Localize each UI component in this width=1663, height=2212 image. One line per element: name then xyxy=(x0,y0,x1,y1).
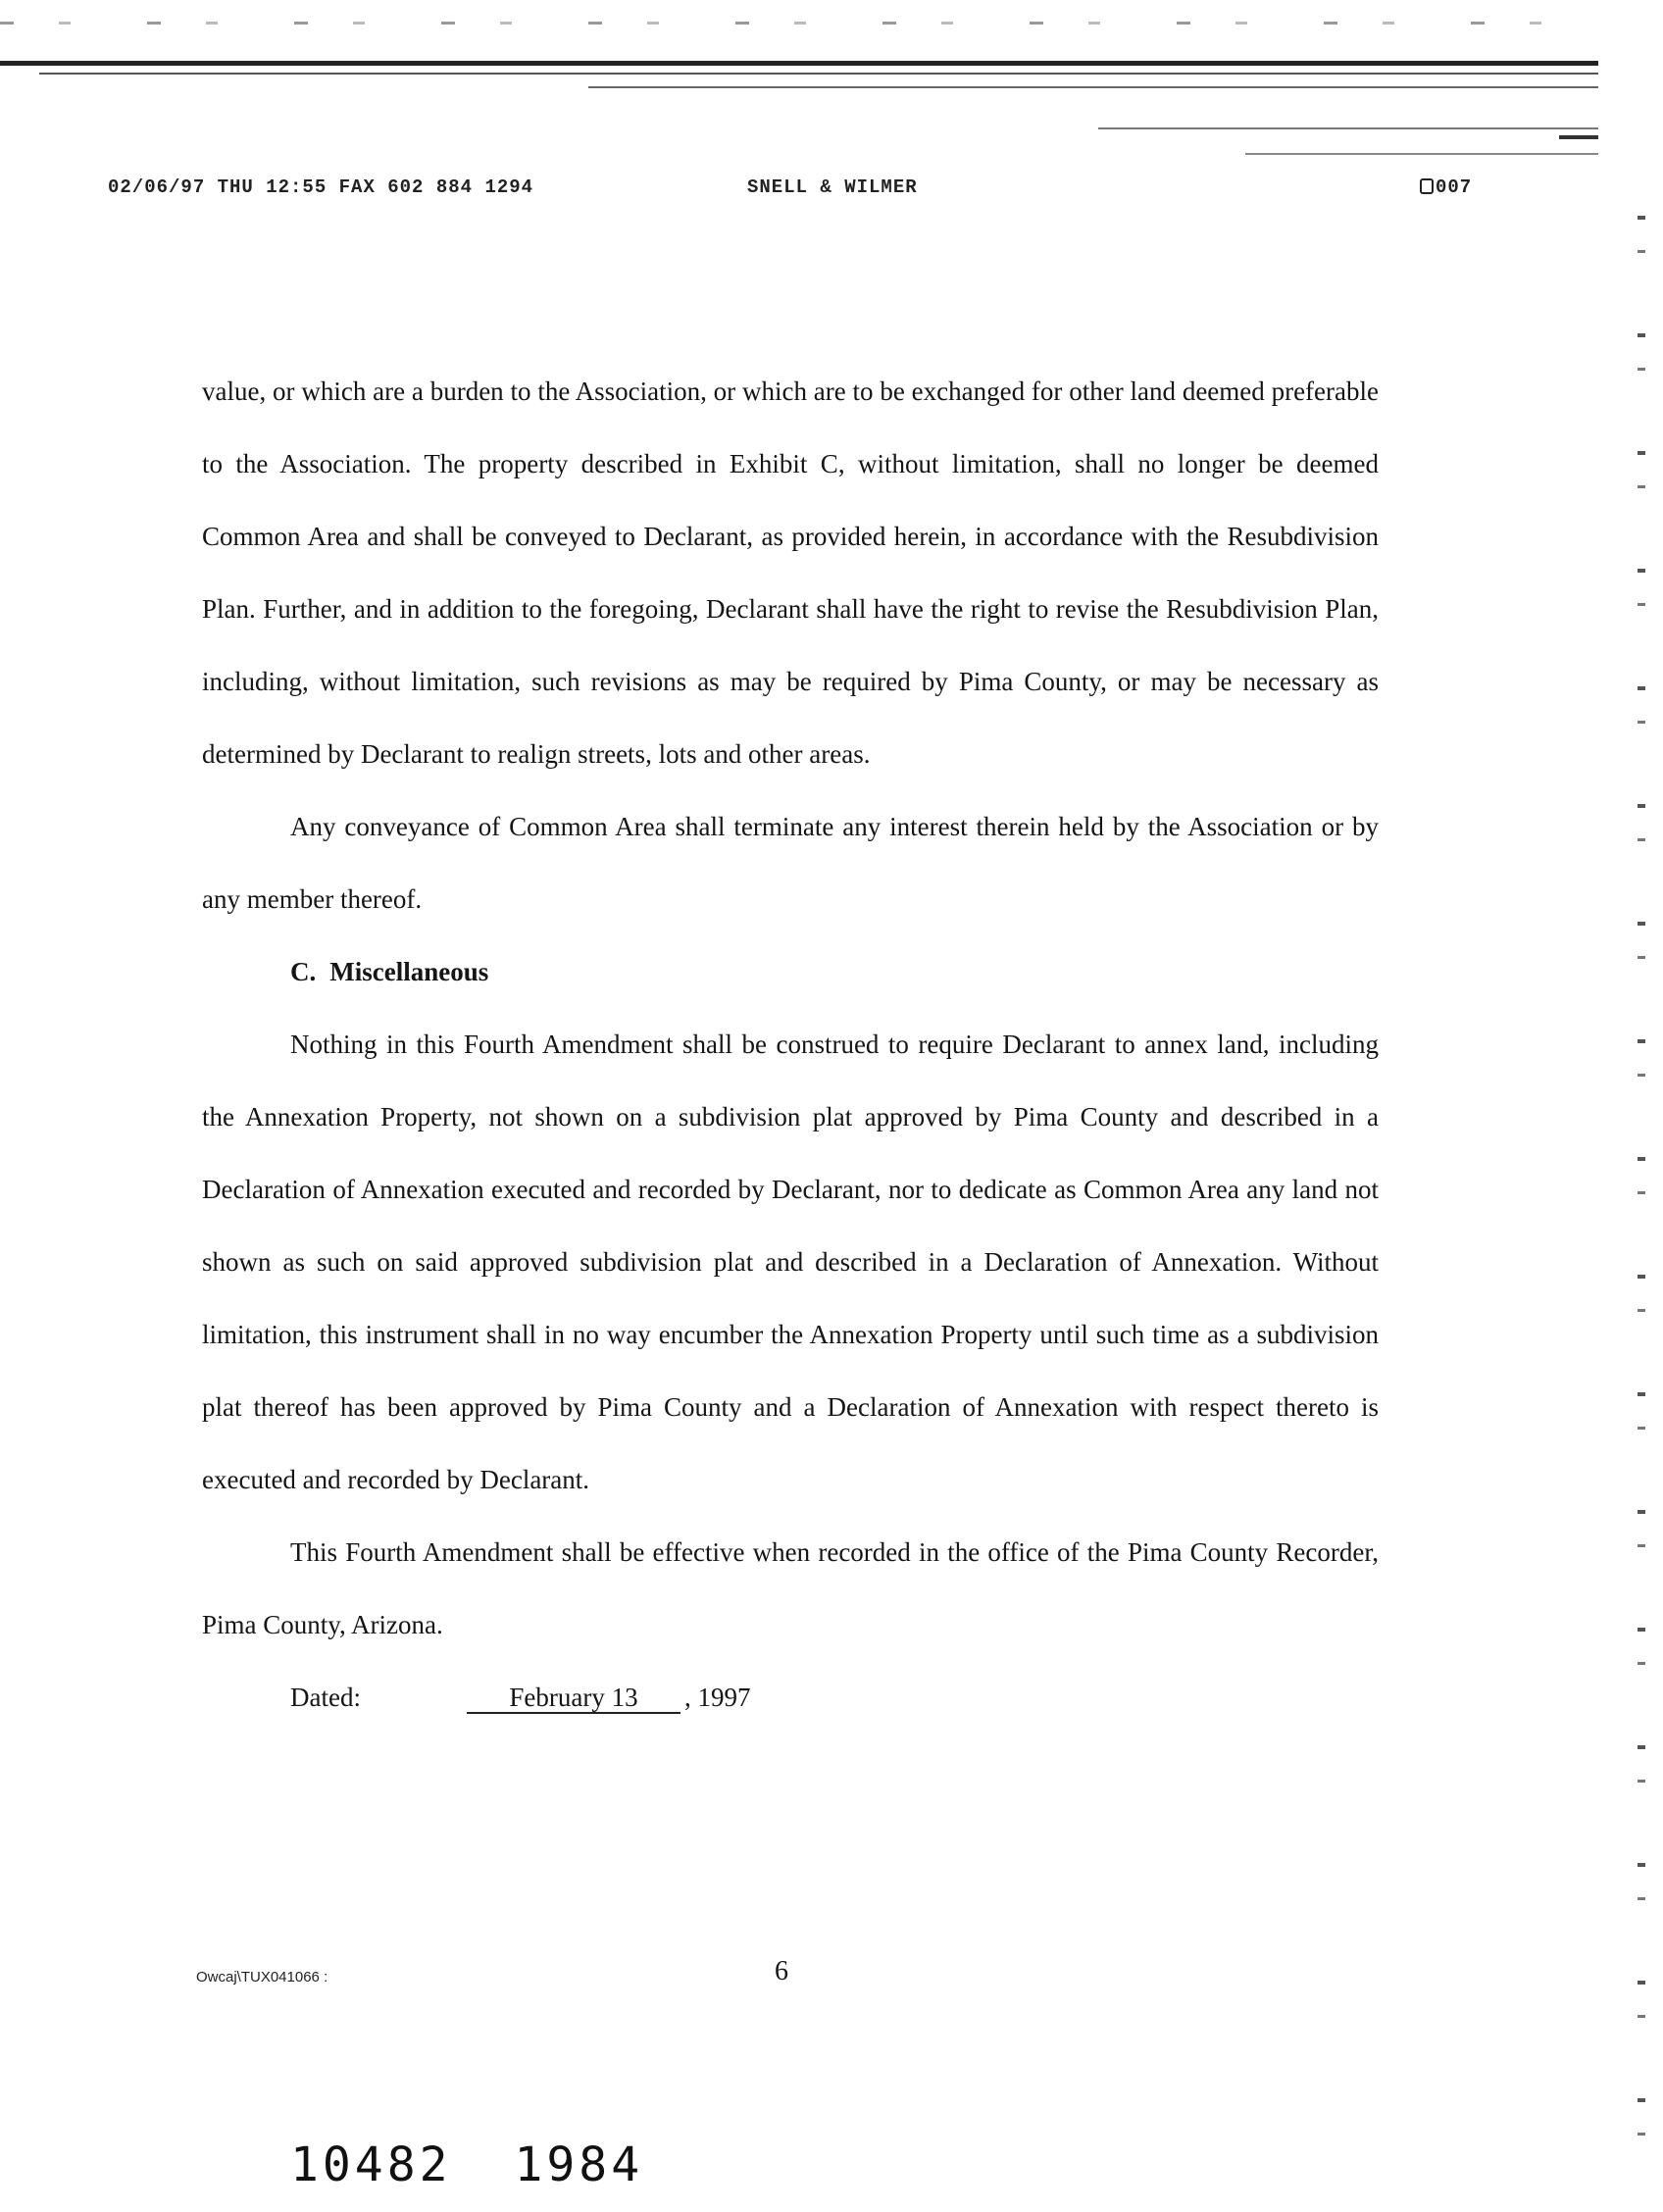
fax-scan-line xyxy=(1245,153,1598,155)
fax-page-indicator xyxy=(1420,176,1472,198)
fax-scan-line xyxy=(39,73,1598,75)
fax-page-icon xyxy=(1420,178,1434,194)
fax-transmission-info: 02/06/97 THU 12:55 FAX 602 884 1294 xyxy=(108,176,534,198)
fax-sender-name: SNELL & WILMER xyxy=(747,176,918,198)
recorder-page: 1984 xyxy=(514,2137,644,2192)
body-paragraph: Nothing in this Fourth Amendment shall be construed to require Declarant to annex land, including the Annexation Property, not shown on a subdivision plat approved by Pima County and described in a Declaration of Annexation executed and recorded by Declarant, nor to dedicate as Common Area any land not shown as such on said approved subdivision plat and described in a Declaration of Annexation. Without limitation, this instrument shall in no way encumber the Annexation Property until such time as a subdivision plat thereof has been approved by Pima County and a Declaration of Annexation with respect thereto is executed and recorded by Declarant. xyxy=(202,1030,1379,1494)
fax-scan-line xyxy=(1098,127,1598,129)
scan-edge-marks xyxy=(1638,176,1645,2187)
fax-header xyxy=(0,176,1663,206)
page-number: 6 xyxy=(775,1956,788,1986)
section-heading xyxy=(202,935,1379,1008)
fax-scan-line xyxy=(1559,135,1598,139)
section-letter: C. xyxy=(290,957,317,986)
date-year: , 1997 xyxy=(683,1683,751,1712)
recorder-stamp xyxy=(290,2137,643,2192)
body-paragraph: Any conveyance of Common Area shall terminate any interest therein held by the Association or by any member thereof. xyxy=(202,812,1379,914)
section-title: Miscellaneous xyxy=(329,957,489,986)
fax-page-count: 007 xyxy=(1436,176,1473,198)
dated-line xyxy=(202,1661,1379,1734)
date-value: February 13 xyxy=(467,1683,680,1714)
dated-label: Dated: xyxy=(290,1683,361,1712)
fax-scan-line xyxy=(588,86,1598,88)
document-code: Owcaj\TUX041066 : xyxy=(196,1969,328,1986)
recorder-docket: 10482 xyxy=(290,2137,452,2192)
body-paragraph: This Fourth Amendment shall be effective when recorded in the office of the Pima County Recorder, Pima County, Arizona. xyxy=(202,1537,1379,1639)
fax-scan-line xyxy=(0,61,1598,66)
document-body xyxy=(202,355,1379,1734)
body-paragraph: value, or which are a burden to the Association, or which are to be exchanged for other land deemed preferable to the Association. The property described in Exhibit C, without limitation, shall no longer be deemed Common Area and shall be conveyed to Declarant, as provided herein, in accordance with the Resubdivision Plan. Further, and in addition to the foregoing, Declarant shall have the right to revise the Resubdivision Plan, including, without limitation, such revisions as may be required by Pima County, or may be necessary as determined by Declarant to realign streets, lots and other areas. xyxy=(202,377,1379,769)
scan-noise-top xyxy=(0,22,1608,25)
